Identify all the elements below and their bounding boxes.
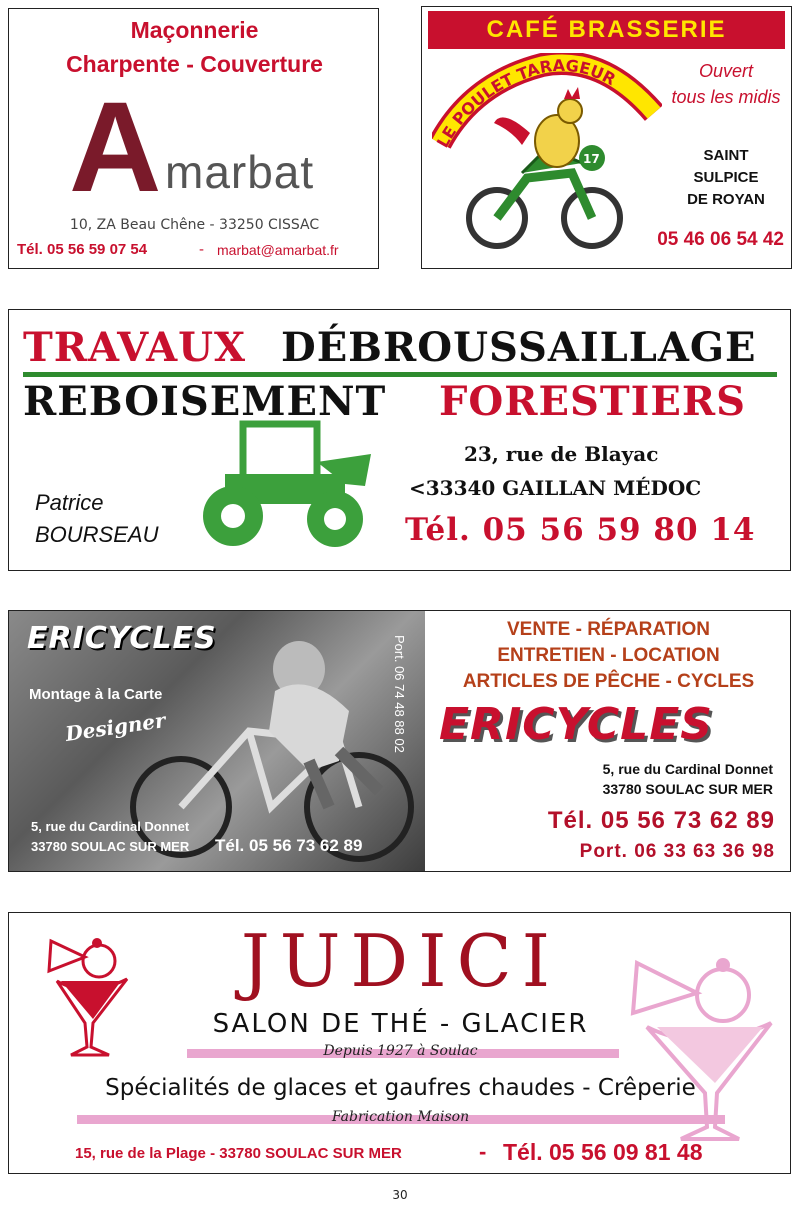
ad-forestry	[8, 309, 791, 571]
rooster-motorbike-logo	[432, 53, 662, 263]
cyclist-photo	[9, 611, 425, 872]
ad-amarbat-separator: -	[199, 241, 204, 258]
photo-tel: Tél. 05 56 73 62 89	[215, 836, 363, 855]
cycles-address2: 33780 SOULAC SUR MER	[602, 781, 773, 797]
cycles-mobile: Port. 06 33 63 36 98	[579, 841, 775, 862]
ad-ericycles	[8, 610, 791, 872]
forestry-name-first: Patrice	[35, 490, 104, 515]
forestry-name-last: BOURSEAU	[35, 522, 159, 547]
ad-amarbat	[8, 8, 379, 269]
judici-since: Depuis 1927 à Soulac	[323, 1043, 478, 1059]
photo-port: Port. 06 74 48 88 02	[392, 635, 407, 753]
judici-fabrication: Fabrication Maison	[331, 1109, 470, 1125]
cycles-brand: ERICYCLES	[439, 699, 713, 750]
photo-tagline: Montage à la Carte	[29, 686, 163, 703]
forestry-word-debroussaillage: DÉBROUSSAILLAGE	[281, 324, 757, 371]
ad-amarbat-address: 10, ZA Beau Chêne - 33250 CISSAC	[69, 217, 320, 233]
judici-subtitle: SALON DE THÉ - GLACIER	[212, 1009, 589, 1039]
photo-address2: 33780 SOULAC SUR MER	[31, 839, 190, 854]
forestry-word-travaux: TRAVAUX	[23, 324, 247, 371]
cafe-phone: 05 46 06 54 42	[657, 229, 784, 250]
page-number: 30	[392, 1188, 408, 1202]
rooster-logo-number: 17	[583, 152, 600, 166]
forestry-word-forestiers: FORESTIERS	[439, 378, 746, 425]
amarbat-logo-text: marbat	[165, 146, 315, 198]
ad-amarbat-line2: Charpente - Couverture	[66, 51, 323, 77]
cafe-open-line2: tous les midis	[671, 87, 781, 107]
cafe-town2: SULPICE	[693, 169, 759, 186]
cycles-service1: VENTE - RÉPARATION	[506, 619, 711, 640]
amarbat-logo-a: A	[69, 76, 162, 219]
ad-amarbat-phone: Tél. 05 56 59 07 54	[17, 241, 148, 258]
forestry-city: <33340 GAILLAN MÉDOC	[409, 476, 702, 500]
cycles-service3: ARTICLES DE PÊCHE - CYCLES	[462, 671, 755, 692]
forestry-green-rule	[23, 372, 777, 377]
photo-address1: 5, rue du Cardinal Donnet	[31, 819, 190, 834]
cycles-service2: ENTRETIEN - LOCATION	[497, 645, 720, 666]
cycles-address1: 5, rue du Cardinal Donnet	[602, 761, 773, 777]
cafe-town3: DE ROYAN	[687, 191, 765, 208]
judici-phone: Tél. 05 56 09 81 48	[503, 1139, 703, 1165]
rooster-logo-text: LE POULET TARAGEUR	[432, 55, 619, 151]
judici-address: 15, rue de la Plage - 33780 SOULAC SUR MER	[75, 1145, 402, 1162]
photo-brand: ERICYCLES	[27, 621, 217, 656]
photo-designer: Designer	[63, 708, 167, 746]
ad-cafe-brasserie	[421, 6, 792, 269]
judici-dash: -	[479, 1139, 487, 1164]
cafe-banner-text: CAFÉ BRASSERIE	[486, 16, 727, 43]
cafe-town1: SAINT	[703, 147, 749, 164]
forestry-phone: Tél. 05 56 59 80 14	[405, 512, 756, 548]
cafe-banner	[428, 11, 785, 49]
judici-specialties: Spécialités de glaces et gaufres chaudes - Crêperie	[105, 1075, 696, 1101]
tractor-icon	[195, 414, 381, 552]
cycles-phone: Tél. 05 56 73 62 89	[547, 807, 775, 834]
ad-amarbat-line1: Maçonnerie	[130, 17, 259, 43]
cafe-open-line1: Ouvert	[698, 61, 754, 81]
ad-amarbat-email: marbat@amarbat.fr	[217, 242, 339, 258]
ad-judici	[8, 912, 791, 1174]
judici-name: JUDICI	[240, 919, 561, 1003]
forestry-word-reboisement: REBOISEMENT	[23, 378, 387, 425]
forestry-street: 23, rue de Blayac	[464, 442, 659, 466]
